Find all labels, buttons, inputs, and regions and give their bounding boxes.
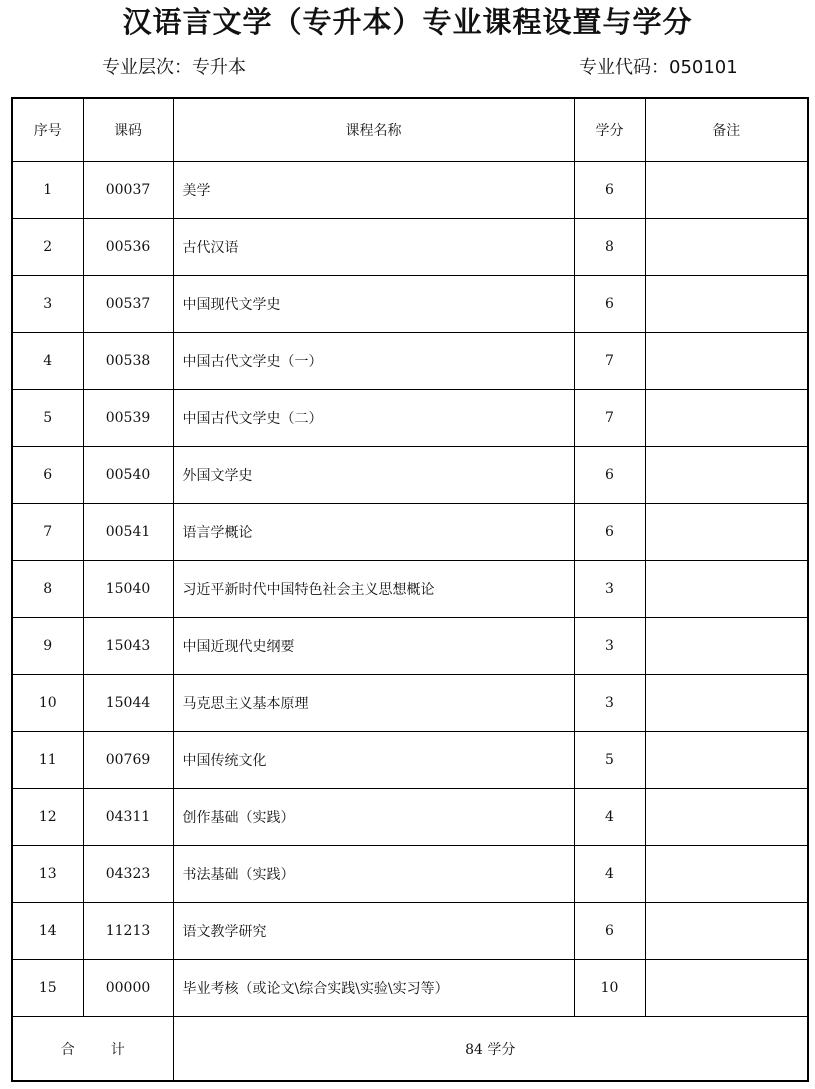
cell-notes	[645, 333, 808, 390]
cell-seq: 14	[12, 903, 83, 960]
table-row	[12, 276, 808, 333]
cell-credits: 8	[574, 219, 645, 276]
cell-credits: 6	[574, 276, 645, 333]
cell-seq: 1	[12, 162, 83, 219]
cell-code: 15040	[83, 561, 173, 618]
major-level: 专业层次：专升本	[102, 57, 246, 78]
cell-code: 15043	[83, 618, 173, 675]
cell-name: 书法基础（实践）	[173, 846, 574, 903]
cell-credits: 6	[574, 504, 645, 561]
table-row	[12, 903, 808, 960]
cell-notes	[645, 504, 808, 561]
cell-code: 15044	[83, 675, 173, 732]
cell-credits: 6	[574, 162, 645, 219]
table-header-row	[12, 98, 808, 162]
cell-code: 00537	[83, 276, 173, 333]
header-seq: 序号	[12, 98, 83, 162]
cell-notes	[645, 675, 808, 732]
cell-name: 中国近现代史纲要	[173, 618, 574, 675]
cell-notes	[645, 789, 808, 846]
cell-notes	[645, 390, 808, 447]
cell-code: 04311	[83, 789, 173, 846]
cell-credits: 3	[574, 561, 645, 618]
cell-notes	[645, 162, 808, 219]
cell-code: 00540	[83, 447, 173, 504]
cell-name: 毕业考核（或论文\综合实践\实验\实习等）	[173, 960, 574, 1017]
table-row	[12, 219, 808, 276]
cell-notes	[645, 960, 808, 1017]
cell-name: 马克思主义基本原理	[173, 675, 574, 732]
table-row	[12, 561, 808, 618]
cell-seq: 8	[12, 561, 83, 618]
cell-notes	[645, 219, 808, 276]
table-row	[12, 675, 808, 732]
cell-name: 语言学概论	[173, 504, 574, 561]
cell-credits: 3	[574, 618, 645, 675]
cell-seq: 13	[12, 846, 83, 903]
cell-notes	[645, 846, 808, 903]
cell-seq: 2	[12, 219, 83, 276]
cell-seq: 4	[12, 333, 83, 390]
cell-notes	[645, 447, 808, 504]
table-row	[12, 618, 808, 675]
table-row	[12, 162, 808, 219]
cell-notes	[645, 732, 808, 789]
cell-notes	[645, 903, 808, 960]
total-label-1: 合	[60, 1041, 75, 1058]
table-row	[12, 846, 808, 903]
cell-name: 中国古代文学史（一）	[173, 333, 574, 390]
cell-notes	[645, 618, 808, 675]
cell-seq: 6	[12, 447, 83, 504]
header-code: 课码	[83, 98, 173, 162]
cell-credits: 3	[574, 675, 645, 732]
cell-credits: 4	[574, 846, 645, 903]
cell-code: 00000	[83, 960, 173, 1017]
header-credits: 学分	[574, 98, 645, 162]
cell-name: 古代汉语	[173, 219, 574, 276]
cell-code: 00538	[83, 333, 173, 390]
cell-name: 语文教学研究	[173, 903, 574, 960]
cell-code: 00536	[83, 219, 173, 276]
cell-notes	[645, 561, 808, 618]
cell-seq: 5	[12, 390, 83, 447]
cell-credits: 6	[574, 903, 645, 960]
course-rows	[12, 162, 808, 1017]
cell-credits: 4	[574, 789, 645, 846]
cell-credits: 6	[574, 447, 645, 504]
page-title: 汉语言文学（专升本）专业课程设置与学分	[122, 5, 693, 39]
total-row	[12, 1017, 808, 1082]
cell-name: 中国现代文学史	[173, 276, 574, 333]
cell-name: 外国文学史	[173, 447, 574, 504]
table-row	[12, 390, 808, 447]
cell-seq: 11	[12, 732, 83, 789]
major-code: 专业代码：050101	[579, 57, 738, 78]
cell-name: 中国传统文化	[173, 732, 574, 789]
table-row	[12, 333, 808, 390]
total-value: 84 学分	[173, 1017, 808, 1082]
cell-code: 00037	[83, 162, 173, 219]
total-label	[12, 1017, 173, 1082]
table-row	[12, 504, 808, 561]
cell-code: 00769	[83, 732, 173, 789]
total-label-2: 计	[110, 1041, 125, 1058]
cell-code: 04323	[83, 846, 173, 903]
cell-seq: 10	[12, 675, 83, 732]
cell-seq: 7	[12, 504, 83, 561]
cell-name: 创作基础（实践）	[173, 789, 574, 846]
cell-credits: 5	[574, 732, 645, 789]
cell-seq: 12	[12, 789, 83, 846]
cell-credits: 10	[574, 960, 645, 1017]
cell-name: 中国古代文学史（二）	[173, 390, 574, 447]
table-row	[12, 447, 808, 504]
header-notes: 备注	[645, 98, 808, 162]
table-row	[12, 732, 808, 789]
cell-code: 00539	[83, 390, 173, 447]
cell-name: 美学	[173, 162, 574, 219]
table-row	[12, 960, 808, 1017]
cell-seq: 15	[12, 960, 83, 1017]
cell-credits: 7	[574, 333, 645, 390]
cell-seq: 9	[12, 618, 83, 675]
cell-seq: 3	[12, 276, 83, 333]
header-name: 课程名称	[173, 98, 574, 162]
cell-code: 11213	[83, 903, 173, 960]
course-table	[11, 97, 809, 1082]
cell-credits: 7	[574, 390, 645, 447]
cell-code: 00541	[83, 504, 173, 561]
cell-notes	[645, 276, 808, 333]
cell-name: 习近平新时代中国特色社会主义思想概论	[173, 561, 574, 618]
table-row	[12, 789, 808, 846]
